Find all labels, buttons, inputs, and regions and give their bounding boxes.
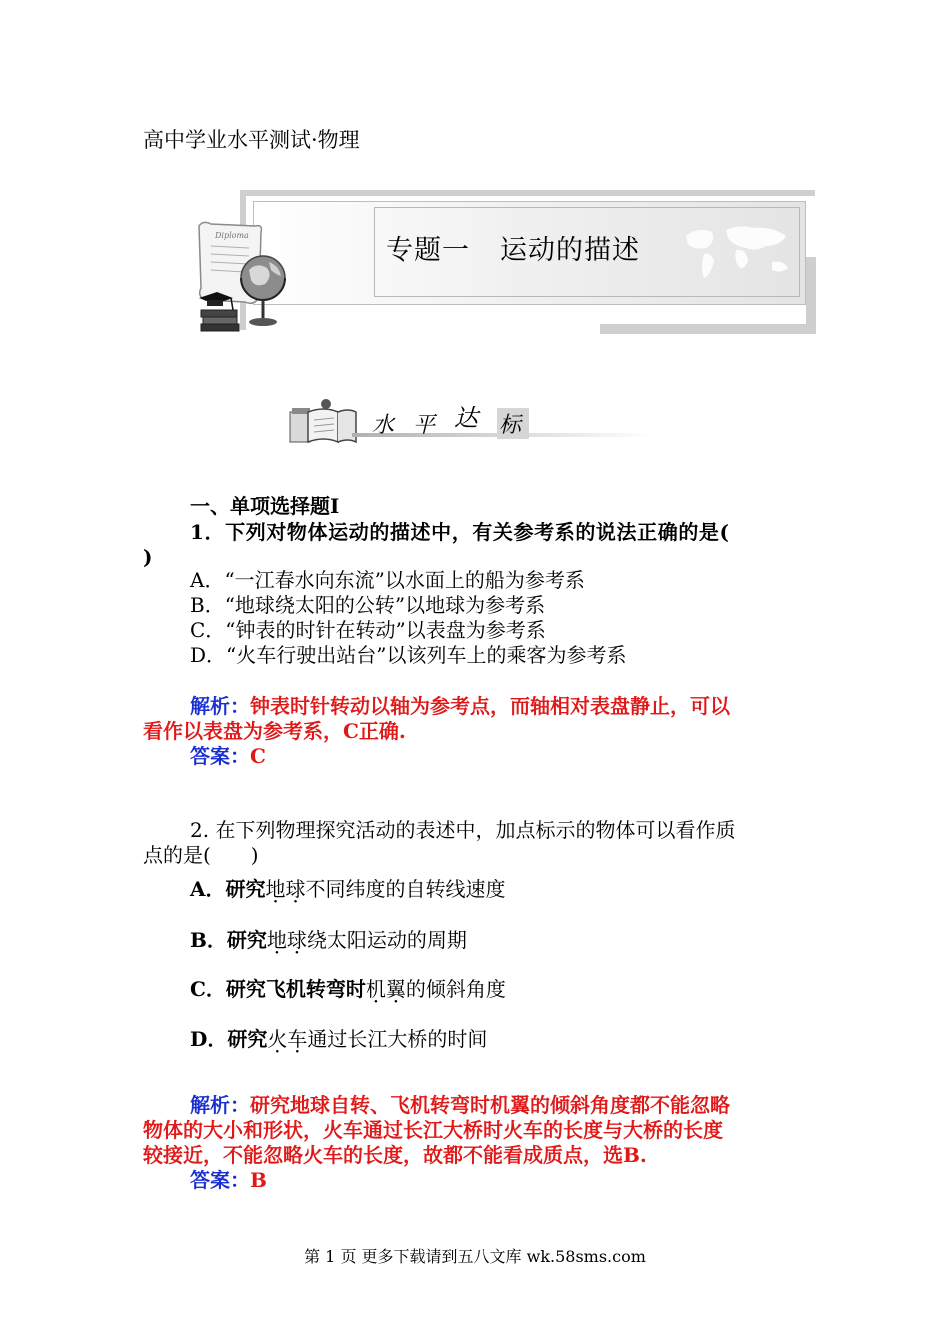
badge-char: 水 — [372, 413, 401, 438]
q1-stem-line1: 1．下列对物体运动的描述中，有关参考系的说法正确的是( — [190, 520, 730, 544]
q2-analysis-line3: 较接近，不能忽略火车的长度，故都不能看成质点，选B. — [143, 1143, 647, 1167]
emphasis-dotted-char: 球 — [286, 928, 307, 952]
emphasis-dotted-char: 车 — [287, 1027, 308, 1051]
q2-option-a-dotted — [266, 877, 306, 901]
q1-option-b: B．“地球绕太阳的公转”以地球为参考系 — [190, 593, 546, 617]
page-footer: 第 1 页 更多下载请到五八文库 wk.58sms.com — [304, 1247, 646, 1266]
q2-analysis-line1 — [190, 1093, 730, 1118]
q2-analysis-label: 解析： — [190, 1093, 250, 1117]
banner-title — [386, 228, 640, 267]
emphasis-dotted-char: 球 — [285, 877, 306, 901]
q2-option-d-prefix: D．研究 — [190, 1027, 268, 1051]
emphasis-dotted-char: 翼 — [385, 977, 406, 1001]
q2-answer-value: B — [250, 1168, 267, 1192]
q2-stem-line1: 2. 在下列物理探究活动的表述中，加点标示的物体可以看作质 — [190, 818, 736, 842]
world-map-decoration — [676, 216, 800, 296]
section-heading: 一、单项选择题Ⅰ — [190, 494, 340, 518]
page-header-title: 高中学业水平测试·物理 — [143, 128, 360, 152]
badge-char: 达 — [454, 404, 485, 432]
q2-option-b-suffix: 绕太阳运动的周期 — [306, 928, 467, 952]
q2-analysis-text: 研究地球自转、飞机转弯时机翼的倾斜角度都不能忽略 — [250, 1093, 730, 1117]
q1-answer — [190, 744, 266, 769]
q1-analysis-line2: 看作以表盘为参考系，C正确. — [143, 719, 406, 743]
q2-option-a-suffix: 不同纬度的自转线速度 — [305, 877, 506, 901]
q2-option-c-suffix: 的倾斜角度 — [405, 977, 506, 1001]
emphasis-dotted-char: 机 — [365, 977, 386, 1001]
diploma-globe-illustration — [193, 218, 293, 334]
q1-analysis-line1 — [190, 694, 730, 719]
emphasis-dotted-char: 地 — [265, 877, 286, 901]
q2-analysis-line2: 物体的大小和形状，火车通过长江大桥时火车的长度与大桥的长度 — [143, 1118, 723, 1142]
q2-option-d — [190, 1027, 487, 1052]
q2-stem-line2: 点的是( ) — [143, 843, 259, 867]
q1-stem-line2: ) — [143, 545, 153, 569]
book-stack-badge-icon — [286, 398, 362, 450]
q1-option-a: A．“一江春水向东流”以水面上的船为参考系 — [190, 568, 585, 592]
q1-option-c: C．“钟表的时针在转动”以表盘为参考系 — [190, 618, 546, 642]
q2-option-b-prefix: B．研究 — [190, 928, 267, 952]
q1-answer-label: 答案： — [190, 744, 250, 768]
svg-text:Diploma: Diploma — [215, 231, 249, 240]
q2-option-a-prefix: A．研究 — [190, 877, 266, 901]
q2-option-c-prefix: C．研究飞机转弯时 — [190, 977, 366, 1001]
q2-option-b — [190, 928, 467, 953]
banner-shadow-right — [806, 257, 816, 334]
q1-answer-value: C — [250, 744, 266, 768]
q2-option-c-dotted — [366, 977, 406, 1001]
banner-shadow-bottom — [600, 324, 816, 334]
q2-option-c — [190, 977, 506, 1002]
emphasis-dotted-char: 火 — [267, 1027, 288, 1051]
q2-option-a — [190, 877, 506, 902]
q2-option-d-suffix: 通过长江大桥的时间 — [307, 1027, 488, 1051]
badge-char: 平 — [413, 413, 442, 438]
q2-answer — [190, 1168, 267, 1193]
q2-option-b-dotted — [267, 928, 307, 952]
q1-option-d: D．“火车行驶出站台”以该列车上的乘客为参考系 — [190, 643, 627, 667]
topic-title: 运动的描述 — [500, 235, 640, 266]
q1-analysis-text: 钟表时针转动以轴为参考点，而轴相对表盘静止，可以 — [250, 694, 730, 718]
q2-answer-label: 答案： — [190, 1168, 250, 1192]
emphasis-dotted-char: 地 — [266, 928, 287, 952]
q1-analysis-label: 解析： — [190, 694, 250, 718]
globe-icon — [241, 256, 285, 326]
badge-char: 标 — [497, 408, 529, 439]
topic-label: 专题一 — [386, 235, 470, 266]
q2-option-d-dotted — [267, 1027, 307, 1051]
section-badge-text — [372, 404, 529, 439]
books-stack-icon — [201, 310, 239, 331]
